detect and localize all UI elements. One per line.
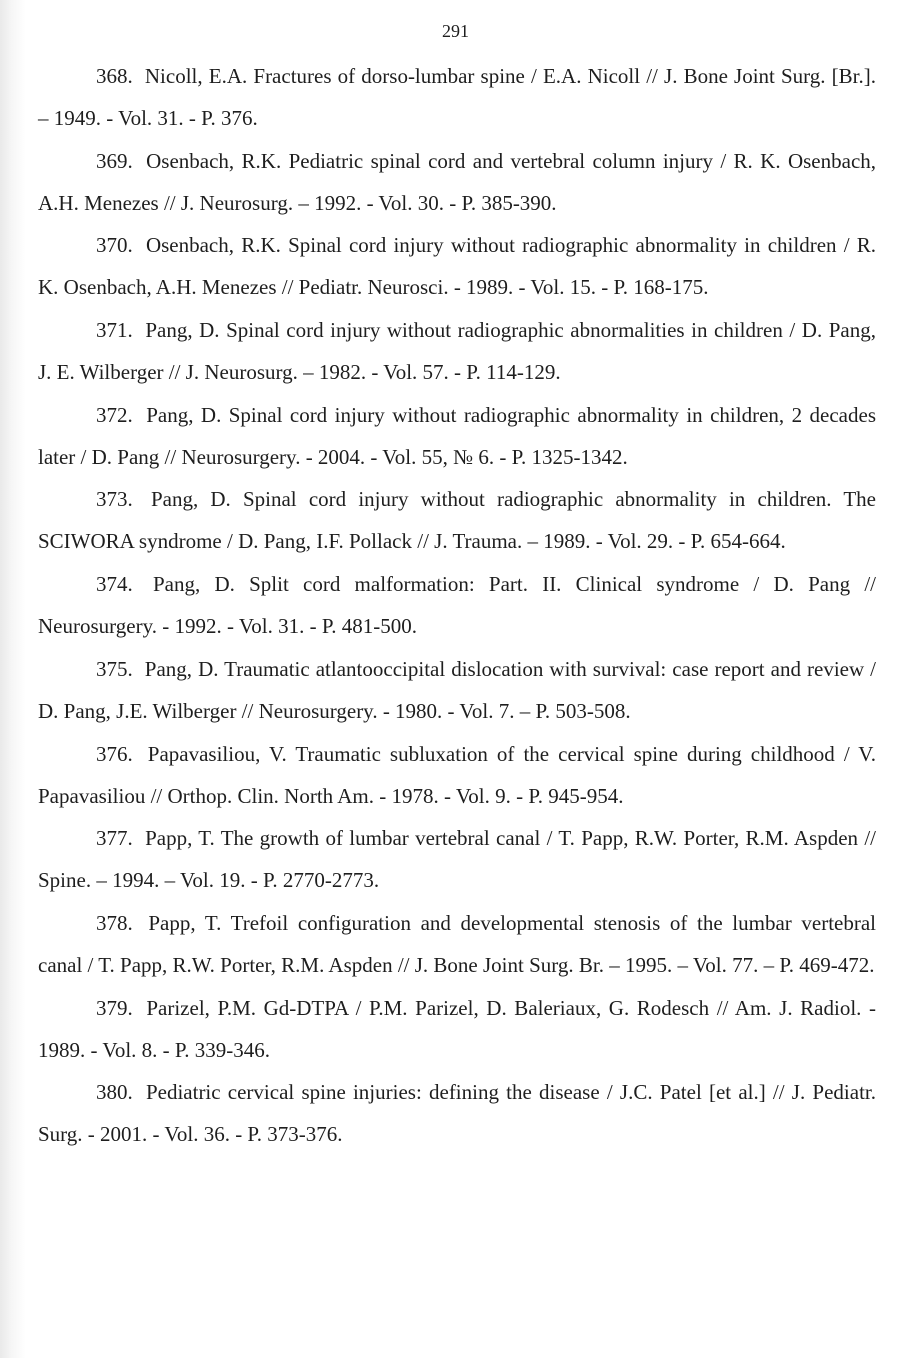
reference-text: Pang, D. Spinal cord injury without radiographic abnormalities in children / D. Pang, J. E. Wilberger // J. Neurosurg. – 1982. - Vol. 57. - P. 114-129. [38, 318, 876, 385]
reference-number: 372. [96, 402, 133, 427]
reference-item [38, 55, 876, 139]
reference-number: 368. [96, 64, 133, 88]
reference-item [38, 1071, 876, 1155]
reference-list [38, 55, 876, 1156]
reference-item [38, 648, 876, 732]
scan-shadow-edge [0, 0, 26, 1358]
reference-number: 375. [96, 656, 133, 681]
reference-item [38, 394, 876, 478]
reference-text: Pediatric cervical spine injuries: defining the disease / J.C. Patel [et al.] // J. Pediatr. Surg. - 2001. - Vol. 36. - P. 373-376. [38, 1080, 876, 1147]
reference-text: Osenbach, R.K. Spinal cord injury without radiographic abnormality in children / R. K. Osenbach, A.H. Menezes // Pediatr. Neurosci. - 1989. - Vol. 15. - P. 168-175. [38, 233, 877, 300]
reference-item [38, 817, 876, 901]
reference-text: Papp, T. The growth of lumbar vertebral canal / T. Papp, R.W. Porter, R.M. Aspden // Spine. – 1994. – Vol. 19. - P. 2770-2773. [38, 826, 876, 893]
reference-number: 380. [96, 1080, 133, 1105]
reference-number: 378. [96, 910, 133, 935]
reference-item [38, 733, 876, 817]
reference-item [38, 224, 876, 308]
reference-text: Pang, D. Spinal cord injury without radiographic abnormality in children. The SCIWORA syndrome / D. Pang, I.F. Pollack // J. Trauma. – 1989. - Vol. 29. - P. 654-664. [38, 487, 876, 554]
reference-item [38, 478, 876, 562]
reference-text: Nicoll, E.A. Fractures of dorso-lumbar spine / E.A. Nicoll // J. Bone Joint Surg. [Br.]. – 1949. - Vol. 31. - P. 376. [38, 64, 877, 130]
reference-text: Papp, T. Trefoil configuration and developmental stenosis of the lumbar vertebral canal / T. Papp, R.W. Porter, R.M. Aspden // J. Bone Joint Surg. Br. – 1995. – Vol. 77. – P. 469-472. [38, 910, 877, 977]
reference-text: Pang, D. Spinal cord injury without radiographic abnormality in children, 2 decades later / D. Pang // Neurosurgery. - 2004. - Vol. 55, № 6. - P. 1325-1342. [38, 402, 877, 469]
reference-number: 370. [96, 233, 133, 258]
reference-number: 377. [96, 826, 133, 851]
page-number: 291 [442, 21, 469, 41]
reference-item [38, 987, 876, 1071]
reference-text: Papavasiliou, V. Traumatic subluxation of the cervical spine during childhood / V. Papavasiliou // Orthop. Clin. North Am. - 1978. - Vol. 9. - P. 945-954. [38, 741, 877, 808]
reference-number: 379. [96, 995, 133, 1020]
reference-item [38, 563, 876, 647]
reference-item [38, 902, 876, 986]
reference-item [38, 309, 876, 393]
reference-number: 373. [96, 487, 133, 512]
reference-number: 376. [96, 741, 133, 766]
reference-text: Parizel, P.M. Gd-DTPA / P.M. Parizel, D. Baleriaux, G. Rodesch // Am. J. Radiol. - 1989. - Vol. 8. - P. 339-346. [38, 995, 876, 1062]
reference-text: Pang, D. Traumatic atlantooccipital dislocation with survival: case report and review / D. Pang, J.E. Wilberger // Neurosurgery. - 1980. - Vol. 7. – P. 503-508. [38, 656, 877, 723]
reference-number: 369. [96, 148, 133, 173]
reference-item [38, 140, 876, 224]
reference-number: 371. [96, 318, 133, 343]
reference-text: Osenbach, R.K. Pediatric spinal cord and vertebral column injury / R. K. Osenbach, A.H. Menezes // J. Neurosurg. – 1992. - Vol. 30. - P. 385-390. [38, 148, 877, 215]
reference-text: Pang, D. Split cord malformation: Part. II. Clinical syndrome / D. Pang // Neurosurgery. - 1992. - Vol. 31. - P. 481-500. [38, 572, 877, 639]
reference-number: 374. [96, 572, 133, 597]
